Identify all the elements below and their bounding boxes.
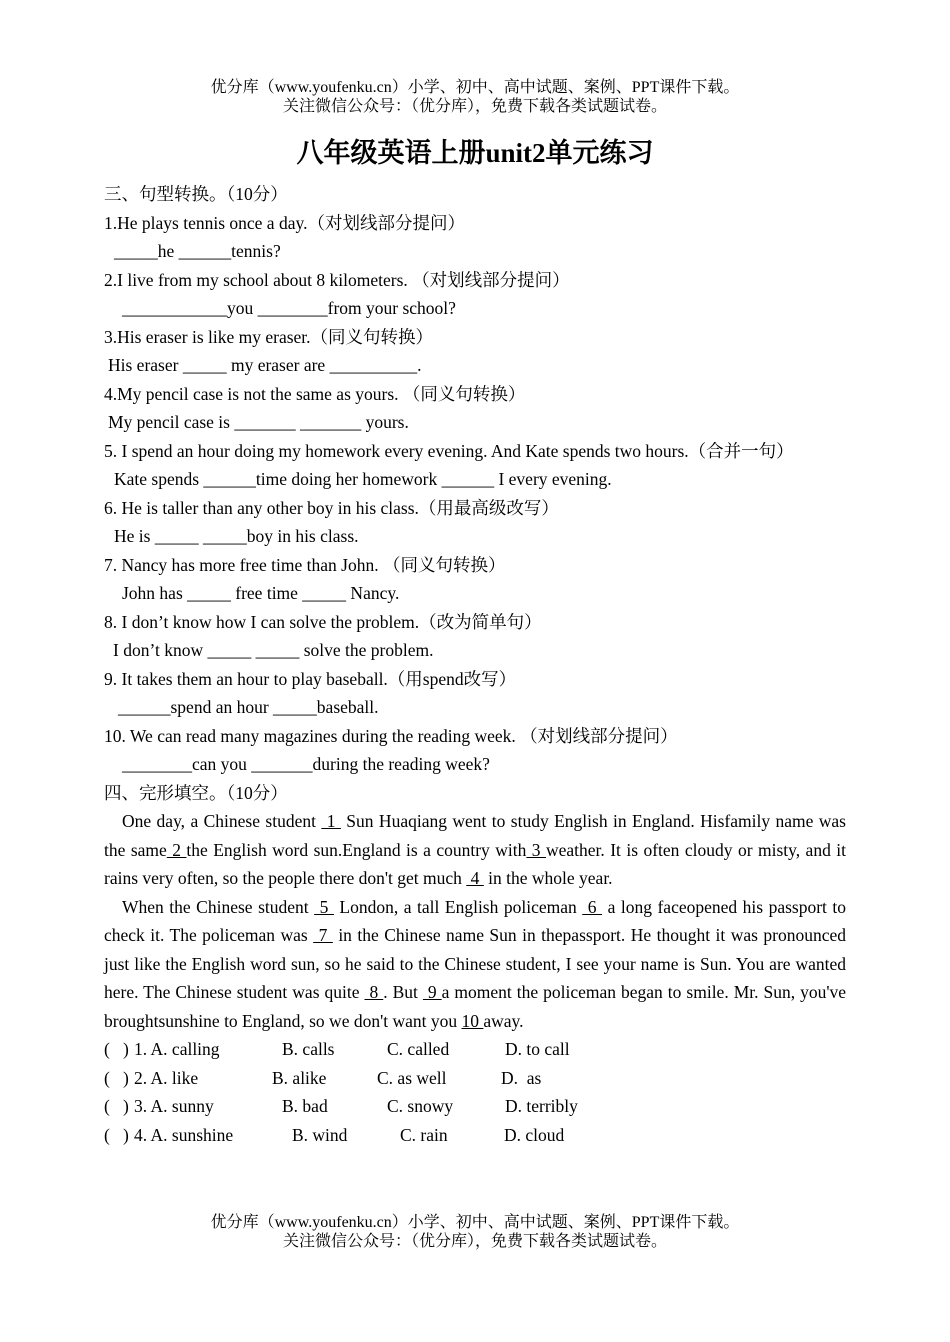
answer-bracket[interactable]: ( ) (104, 1124, 129, 1145)
blank-10: 10 (461, 1010, 484, 1031)
blank-5: 5 (314, 896, 334, 917)
blank-1: 1 (321, 811, 341, 831)
answer-line-2: ____________you ________from your school? (122, 298, 456, 318)
footer-line-1: 优分库（www.youfenku.cn）小学、初中、高中试题、案例、PPT课件下载。 (210, 1214, 740, 1231)
option-row-3 (104, 1092, 846, 1121)
answer-bracket[interactable]: ( ) (104, 1039, 129, 1059)
blank-4: 4 (466, 868, 484, 888)
question-8: 8. I don’t know how I can solve the problem.（改为简单句） (104, 611, 542, 632)
option-row-2 (104, 1064, 846, 1093)
option-c: C. snowy (387, 1096, 454, 1116)
option-c: C. rain (400, 1124, 448, 1145)
option-a: 2. A. like (134, 1067, 199, 1088)
header-line-1: 优分库（www.youfenku.cn）小学、初中、高中试题、案例、PPT课件下载。 (210, 79, 740, 96)
option-b: B. wind (292, 1124, 348, 1145)
question-10: 10. We can read many magazines during the reading week. （对划线部分提问） (104, 725, 678, 746)
option-row-1 (104, 1035, 846, 1064)
blank-2: 2 (166, 839, 187, 860)
option-row-4 (104, 1121, 846, 1150)
option-d: D. as (501, 1067, 542, 1088)
option-b: B. alike (272, 1067, 327, 1088)
blank-9: 9 (422, 982, 442, 1002)
cloze-paragraph-2: When the Chinese student 5 London, a tall English policeman 6 a long faceopened his passport to check it. The policeman was 7 in the Chinese name Sun in thepassport. He thought it was pronounced just like the English word sun, so he said to the Chinese student, I see your name is Sun. You are wanted here. The Chinese student was quite 8 . But 9 a moment the policeman began to smile. Mr. Sun, you've broughtsunshine to England, so we don't want you 10 away. (104, 896, 847, 1031)
question-5: 5. I spend an hour doing my homework every evening. And Kate spends two hours.（合并一句） (104, 440, 794, 461)
answer-line-7: John has _____ free time _____ Nancy. (122, 583, 400, 603)
question-9: 9. It takes them an hour to play baseball.（用spend改写） (104, 668, 517, 689)
option-d: D. cloud (504, 1124, 565, 1145)
answer-line-4: My pencil case is _______ _______ yours. (108, 412, 409, 432)
option-a: 4. A. sunshine (134, 1124, 234, 1145)
option-b: B. bad (282, 1096, 328, 1116)
blank-7: 7 (313, 925, 333, 945)
question-2: 2.I live from my school about 8 kilometers. （对划线部分提问） (104, 269, 570, 290)
option-c: C. as well (377, 1067, 447, 1088)
answer-line-5: Kate spends ______time doing her homework ______ I every evening. (114, 469, 612, 489)
section-4-heading: 四、完形填空。（10分） (104, 782, 288, 803)
page-header (0, 78, 950, 116)
option-a: 1. A. calling (134, 1039, 220, 1059)
option-d: D. to call (505, 1039, 570, 1059)
question-4: 4.My pencil case is not the same as yours. （同义句转换） (104, 383, 526, 404)
option-a: 3. A. sunny (134, 1096, 214, 1116)
section-3-heading: 三、句型转换。（10分） (104, 184, 288, 204)
answer-bracket[interactable]: ( ) (104, 1067, 129, 1088)
answer-bracket[interactable]: ( ) (104, 1096, 129, 1116)
option-d: D. terribly (505, 1096, 578, 1116)
answer-line-8: I don’t know _____ _____ solve the problem. (113, 640, 434, 660)
page-title: 八年级英语上册unit2单元练习 (296, 138, 654, 168)
cloze-paragraph-1: One day, a Chinese student 1 Sun Huaqiang went to study English in England. Hisfamily name was the same 2 the English word sun.England is a country with 3 weather. It is often cloudy or misty, and it rains very often, so the people there don't get much 4 in the whole year. (104, 811, 846, 888)
blank-8: 8 (364, 982, 384, 1002)
answer-line-9: ______spend an hour _____baseball. (118, 697, 379, 717)
option-c: C. called (387, 1039, 450, 1059)
blank-3: 3 (526, 839, 546, 860)
footer-line-2: 关注微信公众号：（优分库），免费下载各类试题试卷。 (282, 1233, 667, 1250)
worksheet-body (104, 180, 846, 1149)
blank-6: 6 (582, 896, 603, 917)
answer-line-1: _____he ______tennis? (114, 241, 281, 261)
option-b: B. calls (282, 1039, 335, 1059)
question-3: 3.His eraser is like my eraser.（同义句转换） (104, 326, 434, 347)
answer-line-3: His eraser _____ my eraser are __________. (108, 355, 422, 375)
question-6: 6. He is taller than any other boy in his class.（用最高级改写） (104, 497, 559, 518)
question-7: 7. Nancy has more free time than John. （同义句转换） (104, 554, 506, 575)
answer-line-10: ________can you _______during the reading week? (122, 754, 490, 774)
header-line-2: 关注微信公众号：（优分库），免费下载各类试题试卷。 (282, 98, 667, 115)
answer-line-6: He is _____ _____boy in his class. (114, 526, 359, 546)
question-1: 1.He plays tennis once a day.（对划线部分提问） (104, 212, 465, 233)
page-footer (0, 1213, 950, 1251)
